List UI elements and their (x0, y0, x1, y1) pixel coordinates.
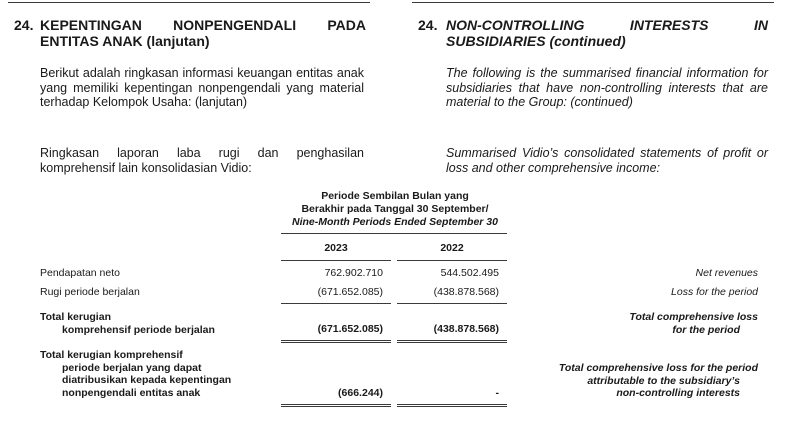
final-rule-2023-b (281, 406, 391, 407)
right-paragraph-2: Summarised Vidio’s consolidated statements of profit or loss and other comprehensive income: (446, 146, 768, 175)
attrib-nci-id-line1: Total kerugian komprehensif (40, 349, 183, 361)
row-label-total-comp-loss-id (40, 311, 215, 336)
total-rule-2022-a (397, 340, 507, 341)
left-heading-line2: ENTITAS ANAK (lanjutan) (40, 33, 210, 49)
top-rule-left (8, 2, 370, 3)
right-section-number: 24. (418, 17, 438, 33)
left-heading-line1: KEPENTINGAN NONPENGENDALI PADA (40, 17, 366, 33)
column-header-2022: 2022 (440, 242, 464, 254)
total-comp-loss-en-line1: Total comprehensive loss (629, 311, 758, 323)
total-rule-2022-b (397, 342, 507, 343)
row-total-comp-loss-2023: (671.652.085) (317, 323, 383, 335)
total-rule-2023-a (281, 340, 391, 341)
header-rule (281, 233, 507, 234)
table-period-header (272, 190, 518, 229)
right-heading-line2: SUBSIDIARIES (continued) (446, 33, 626, 49)
left-section-number: 24. (14, 17, 34, 33)
right-paragraph-1: The following is the summarised financial information for subsidiaries that have non-controlling interests that are material to the Group: (continued) (446, 66, 768, 109)
left-heading (14, 17, 366, 51)
row-total-comp-loss-2022: (438.878.568) (433, 323, 499, 335)
col-rule-2022 (397, 260, 507, 261)
subtotal-rule-2022 (397, 303, 507, 304)
total-rule-2023-b (281, 342, 391, 343)
total-comp-loss-id-line2: komprehensif periode berjalan (62, 323, 215, 336)
row-attrib-nci-2022: - (495, 387, 499, 399)
row-label-net-revenues-en: Net revenues (695, 267, 758, 279)
right-heading (418, 17, 770, 51)
row-label-total-comp-loss-en (530, 311, 758, 336)
total-comp-loss-en-line2: for the period (672, 323, 740, 336)
left-paragraph-2: Ringkasan laporan laba rugi dan penghasilan komprehensif lain konsolidasian Vidio: (40, 146, 364, 175)
row-label-loss-en: Loss for the period (671, 286, 758, 298)
attrib-nci-en-line1: Total comprehensive loss for the period (558, 362, 758, 374)
final-rule-2022-a (397, 404, 507, 405)
table-header-line2: Berakhir pada Tanggal 30 September/ (301, 203, 489, 215)
attrib-nci-en-line2: attributable to the subsidiary’s (587, 374, 740, 387)
attrib-nci-id-line2: periode berjalan yang dapat (62, 361, 202, 374)
right-heading-line1: NON-CONTROLLING INTERESTS IN (446, 17, 768, 33)
row-net-revenues-2022: 544.502.495 (440, 267, 499, 279)
row-net-revenues-2023: 762.902.710 (324, 267, 383, 279)
col-rule-2023 (281, 260, 391, 261)
table-header-line1: Periode Sembilan Bulan yang (321, 190, 469, 202)
attrib-nci-en-line3: non-controlling interests (616, 387, 740, 399)
attrib-nci-id-line4: nonpengendali entitas anak (62, 386, 201, 399)
subtotal-rule-2023 (281, 303, 391, 304)
column-header-2023: 2023 (324, 242, 348, 254)
row-label-loss-id: Rugi periode berjalan (40, 286, 140, 298)
row-loss-2023: (671.652.085) (317, 286, 383, 298)
total-comp-loss-id-line1: Total kerugian (40, 311, 111, 323)
row-label-attrib-nci-id (40, 349, 231, 399)
top-rule-right (412, 2, 774, 3)
row-loss-2022: (438.878.568) (433, 286, 499, 298)
final-rule-2022-b (397, 406, 507, 407)
row-attrib-nci-2023: (666.244) (338, 387, 383, 399)
table-header-line3: Nine-Month Periods Ended September 30 (292, 216, 498, 228)
row-label-attrib-nci-en (500, 362, 758, 400)
row-label-net-revenues-id: Pendapatan neto (40, 267, 120, 279)
final-rule-2023-a (281, 404, 391, 405)
left-paragraph-1: Berikut adalah ringkasan informasi keuangan entitas anak yang memiliki kepentingan nonpengendali yang material terhadap Kelompok Usaha: (lanjutan) (40, 66, 364, 109)
attrib-nci-id-line3: diatribusikan kepada kepentingan (62, 374, 232, 386)
